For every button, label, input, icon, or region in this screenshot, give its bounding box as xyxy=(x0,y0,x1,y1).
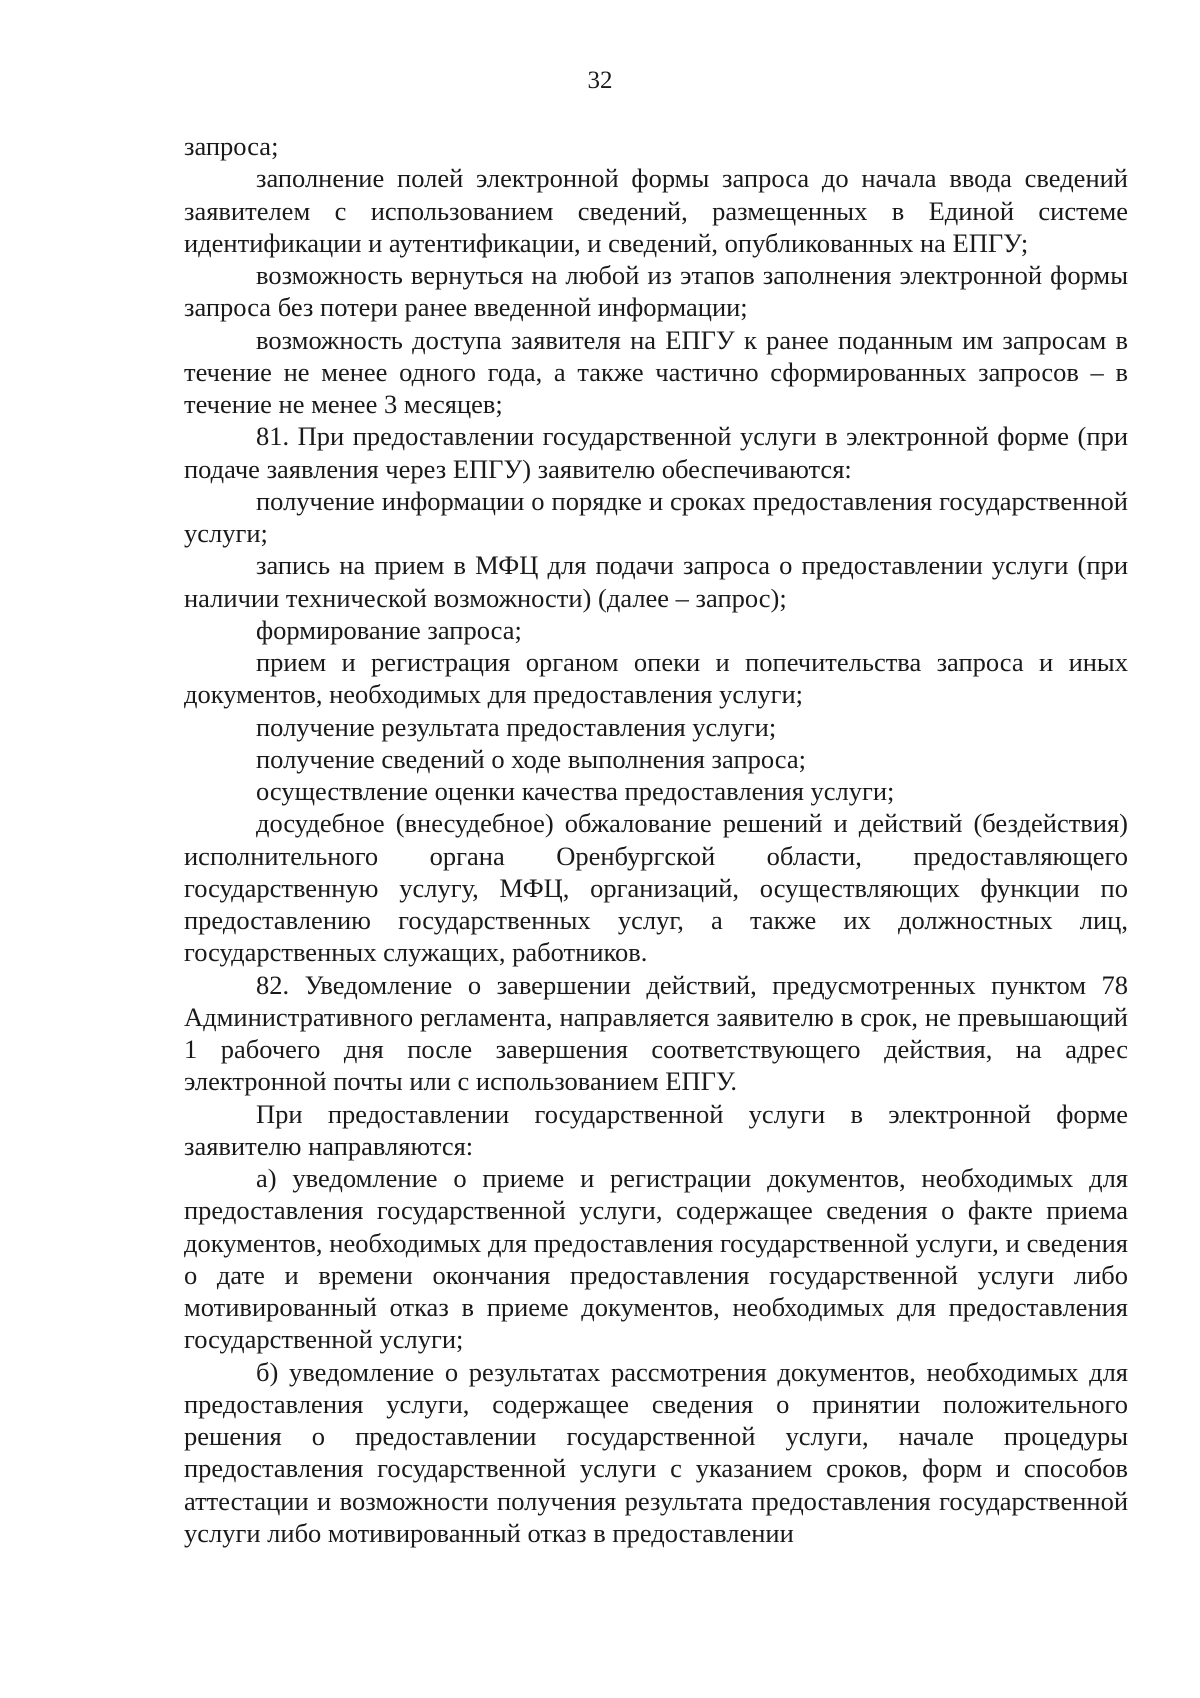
paragraph-form-request: формирование запроса; xyxy=(256,614,522,645)
paragraph-get-result: получение результата предоставления услуги; xyxy=(256,711,777,742)
paragraph-registration: прием и регистрация органом опеки и попечительства запроса и иных документов, необходимых для предоставления услуги; xyxy=(184,647,1128,710)
paragraph-access-requests: возможность доступа заявителя на ЕПГУ к ранее поданным им запросам в течение не менее одного года, а также частично сформированных запросов – в течение не менее 3 месяцев; xyxy=(184,324,1128,419)
paragraph-notifications-intro: При предоставлении государственной услуги в электронной форме заявителю направляются: xyxy=(184,1098,1128,1161)
paragraph-return-to-step: возможность вернуться на любой из этапов заполнения электронной формы запроса без потери ранее введенной информации; xyxy=(184,260,1128,323)
page-number: 32 xyxy=(587,67,613,94)
paragraph-appeal: досудебное (внесудебное) обжалование решений и действий (бездействия) исполнительного органа Оренбургской области, предоставляющего государственную услугу, МФЦ, организаций, осуществляющих функции по предоставлению государственных услуг, а также их должностных лиц, государственных служащих, работников. xyxy=(184,808,1128,968)
paragraph-continuation: запроса; xyxy=(184,131,279,161)
paragraph-clause-81: 81. При предоставлении государственной услуги в электронной форме (при подаче заявления через ЕПГУ) заявителю обеспечиваются: xyxy=(184,421,1128,484)
paragraph-notification-a: а) уведомление о приеме и регистрации документов, необходимых для предоставления государственной услуги, содержащее сведения о факте приема документов, необходимых для предоставления государственной услуги, и сведения о дате и времени окончания предоставления государственной услуги либо мотивированный отказ в приеме документов, необходимых для предоставления государственной услуги; xyxy=(184,1163,1128,1355)
paragraph-mfc-appointment: запись на прием в МФЦ для подачи запроса о предоставлении услуги (при наличии технической возможности) (далее – запрос); xyxy=(184,550,1128,613)
paragraph-request-status: получение сведений о ходе выполнения запроса; xyxy=(256,743,806,774)
document-body xyxy=(184,130,1128,1549)
paragraph-quality-evaluation: осуществление оценки качества предоставления услуги; xyxy=(256,776,895,806)
paragraph-notification-b: б) уведомление о результатах рассмотрения документов, необходимых для предоставления услуги, содержащее сведения о принятии положительного решения о предоставлении государственной услуги, начале процедуры предоставления государственной услуги с указанием сроков, форм и способов аттестации и возможности получения результата предоставления государственной услуги либо мотивированный отказ в предоставлении xyxy=(184,1356,1128,1548)
paragraph-prefill-fields: заполнение полей электронной формы запроса до начала ввода сведений заявителем с использованием сведений, размещенных в Единой системе идентификации и аутентификации, и сведений, опубликованных на ЕПГУ; xyxy=(184,163,1128,258)
paragraph-get-information: получение информации о порядке и сроках предоставления государственной услуги; xyxy=(184,485,1128,548)
paragraph-clause-82: 82. Уведомление о завершении действий, предусмотренных пунктом 78 Административного регламента, направляется заявителю в срок, не превышающий 1 рабочего дня после завершения соответствующего действия, на адрес электронной почты или с использованием ЕПГУ. xyxy=(184,969,1128,1097)
